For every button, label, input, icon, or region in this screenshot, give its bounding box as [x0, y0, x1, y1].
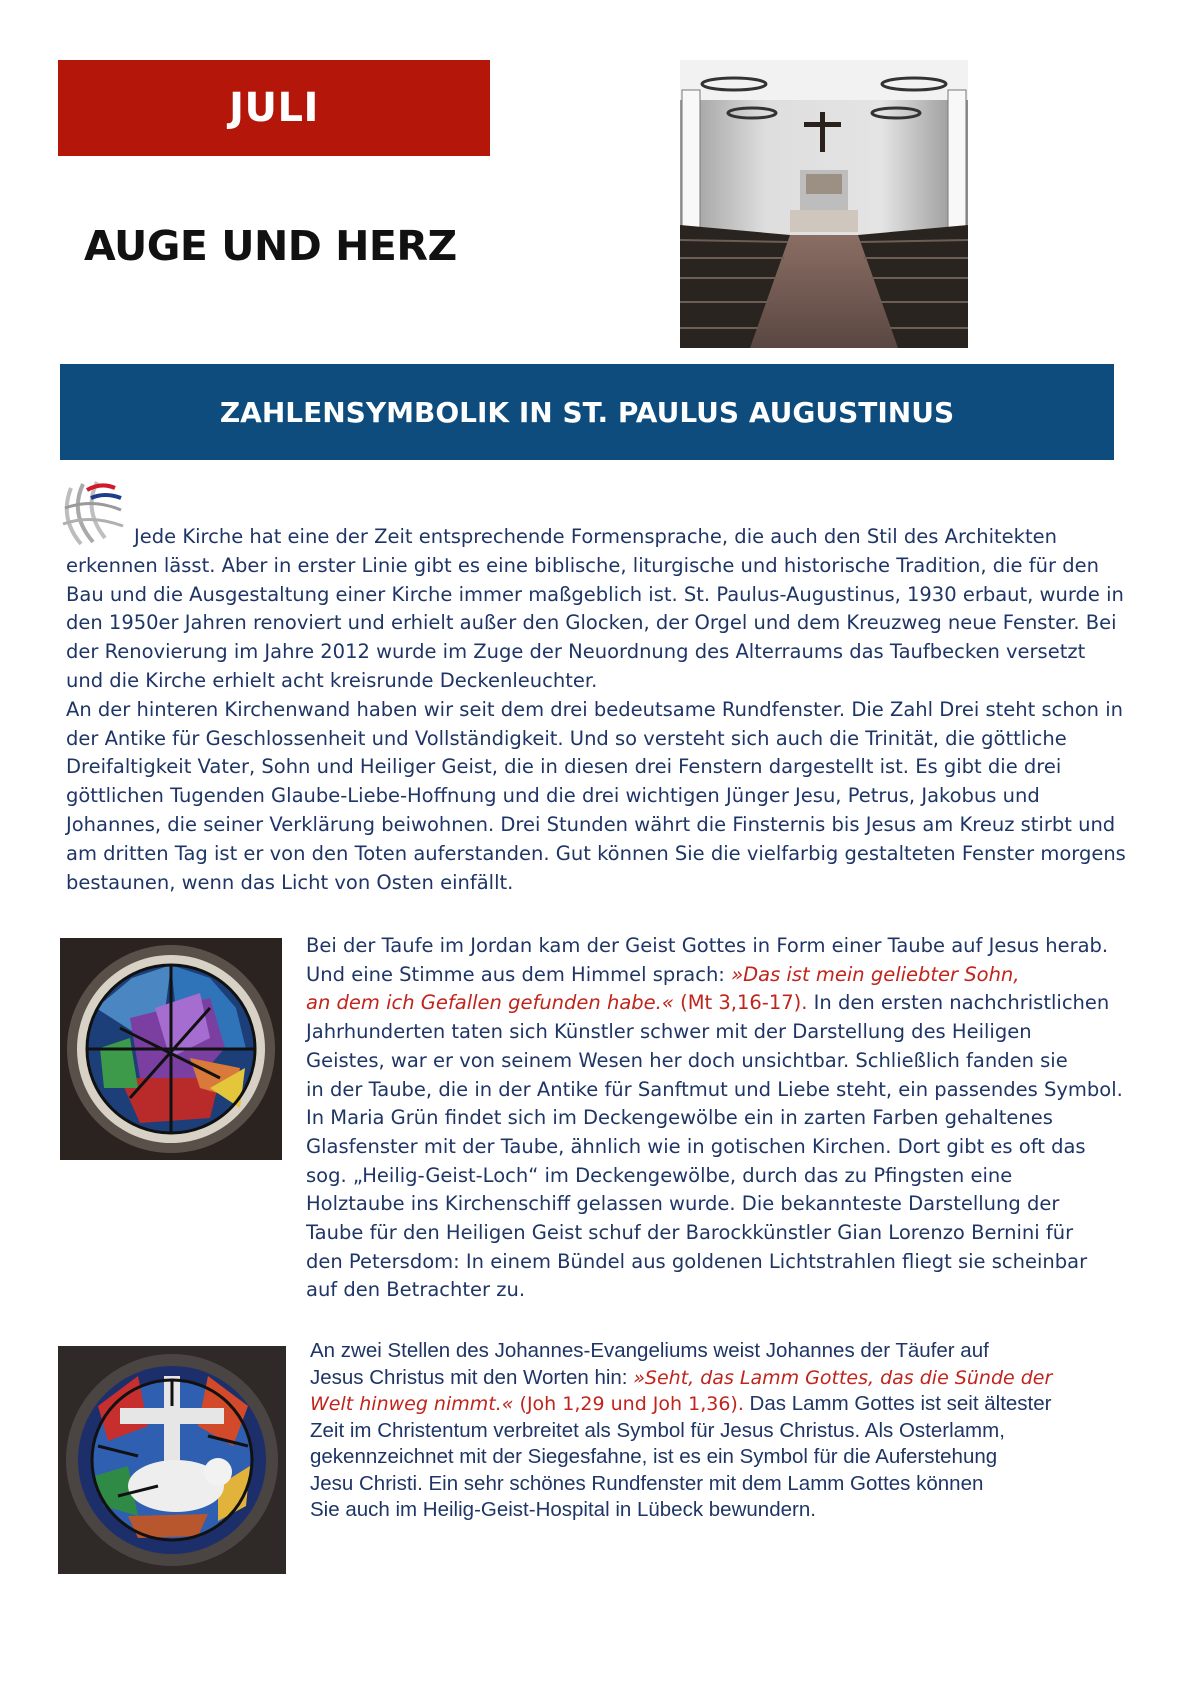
dove-line: Bei der Taufe im Jordan kam der Geist Gottes in Form einer Taube auf Jesus herab.	[306, 934, 1109, 957]
intro-line: Jede Kirche hat eine der Zeit entsprechende Formensprache, die auch den Stil des Architekten	[134, 525, 1057, 548]
lamb-line: Jesus Christus mit den Worten hin:	[310, 1365, 634, 1389]
bible-reference: (Joh 1,29 und Joh 1,36).	[513, 1393, 744, 1415]
lamb-line: Zeit im Christentum verbreitet als Symbol für Jesus Christus. Als Osterlamm,	[310, 1418, 1005, 1442]
lamb-line: Das Lamm Gottes ist seit ältester	[743, 1392, 1052, 1415]
intro-line: Dreifaltigkeit Vater, Sohn und Heiliger Geist, die in diesen drei Fenstern dargestellt ist. Es gibt die drei	[66, 755, 1062, 779]
dove-line: In den ersten nachchristlichen	[807, 991, 1110, 1015]
lamb-line: Sie auch im Heilig-Geist-Hospital in Lübeck bewundern.	[310, 1498, 816, 1521]
intro-line: göttlichen Tugenden Glaube-Liebe-Hoffnung und die drei wichtigen Jünger Jesu, Petrus, Jakobus und	[66, 784, 1040, 808]
month-label: JULI	[58, 60, 490, 156]
dove-line: Jahrhunderten taten sich Künstler schwer mit der Darstellung des Heiligen	[306, 1020, 1032, 1044]
intro-line: der Renovierung im Jahre 2012 wurde im Zuge der Neuordnung des Alterraums das Taufbecken versetzt	[66, 640, 1086, 664]
intro-line: am dritten Tag ist er von den Toten auferstanden. Gut können Sie die vielfarbig gestalteten Fenster morgens	[66, 841, 1126, 865]
intro-line: bestaunen, wenn das Licht von Osten einfällt.	[66, 870, 514, 894]
dove-line: Taube für den Heiligen Geist schuf der Barockkünstler Gian Lorenzo Bernini für	[306, 1221, 1074, 1245]
intro-line: An der hinteren Kirchenwand haben wir seit dem drei bedeutsame Rundfenster. Die Zahl Drei steht schon in	[66, 697, 1123, 721]
page-title: AUGE UND HERZ	[84, 222, 457, 270]
dove-line: In Maria Grün findet sich im Deckengewölbe ein in zarten Farben gehaltenes	[306, 1106, 1053, 1130]
intro-line: den 1950er Jahren renoviert und erhielt außer den Glocken, der Orgel und dem Kreuzweg neue Fenster. Bei	[66, 611, 1117, 635]
lamb-paragraph	[310, 1338, 1100, 1524]
dove-line: Geistes, war er von seinem Wesen her doch unsichtbar. Schließlich fanden sie	[306, 1048, 1068, 1072]
church-interior-photo	[680, 60, 968, 348]
dove-window-image	[60, 938, 282, 1160]
intro-line: der Antike für Geschlossenheit und Vollständigkeit. Und so versteht sich auch die Trinität, die göttliche	[66, 726, 1067, 750]
bible-quote: Welt hinweg nimmt.«	[310, 1393, 514, 1415]
lamb-line: gekennzeichnet mit der Siegesfahne, ist es ein Symbol für die Auferstehung	[310, 1445, 998, 1468]
dove-paragraph	[306, 932, 1123, 1305]
intro-line: erkennen lässt. Aber in erster Linie gibt es eine biblische, liturgische und historische Tradition, die für den	[66, 553, 1099, 577]
dove-line: sog. „Heilig-Geist-Loch“ im Deckengewölbe, durch das zu Pfingsten eine	[306, 1163, 1013, 1187]
bible-quote: »Seht, das Lamm Gottes, das die Sünde der	[633, 1366, 1053, 1389]
lamb-line: An zwei Stellen des Johannes-Evangeliums weist Johannes der Täufer auf	[310, 1339, 989, 1362]
bible-reference: (Mt 3,16-17).	[673, 991, 808, 1015]
dove-line: Glasfenster mit der Taube, ähnlich wie in gotischen Kirchen. Dort gibt es oft das	[306, 1134, 1086, 1158]
bible-quote: an dem ich Gefallen gefunden habe.«	[306, 991, 674, 1015]
intro-line: Bau und die Ausgestaltung einer Kirche immer maßgeblich ist. St. Paulus-Augustinus, 1930 erbaut, wurde in	[66, 582, 1124, 606]
section-banner: ZAHLENSYMBOLIK IN ST. PAULUS AUGUSTINUS	[60, 364, 1114, 460]
intro-line: und die Kirche erhielt acht kreisrunde Deckenleuchter.	[66, 668, 598, 692]
dove-line: Und eine Stimme aus dem Himmel sprach:	[306, 962, 732, 986]
intro-line: Johannes, die seiner Verklärung beiwohnen. Drei Stunden währt die Finsternis bis Jesus am Kreuz stirbt und	[66, 812, 1116, 836]
dove-line: den Petersdom: In einem Bündel aus goldenen Lichtstrahlen fliegt sie scheinbar	[306, 1249, 1088, 1273]
dove-line: in der Taube, die in der Antike für Sanftmut und Liebe steht, ein passendes Symbol.	[306, 1077, 1123, 1101]
bible-quote: »Das ist mein geliebter Sohn,	[731, 962, 1020, 986]
dove-line: auf den Betrachter zu.	[306, 1278, 526, 1302]
lamb-window-image	[58, 1346, 286, 1574]
dove-line: Holztaube ins Kirchenschiff gelassen wurde. Die bekannteste Darstellung der	[306, 1192, 1060, 1216]
intro-text	[66, 523, 1126, 897]
lamb-line: Jesu Christi. Ein sehr schönes Rundfenster mit dem Lamm Gottes können	[310, 1471, 984, 1495]
